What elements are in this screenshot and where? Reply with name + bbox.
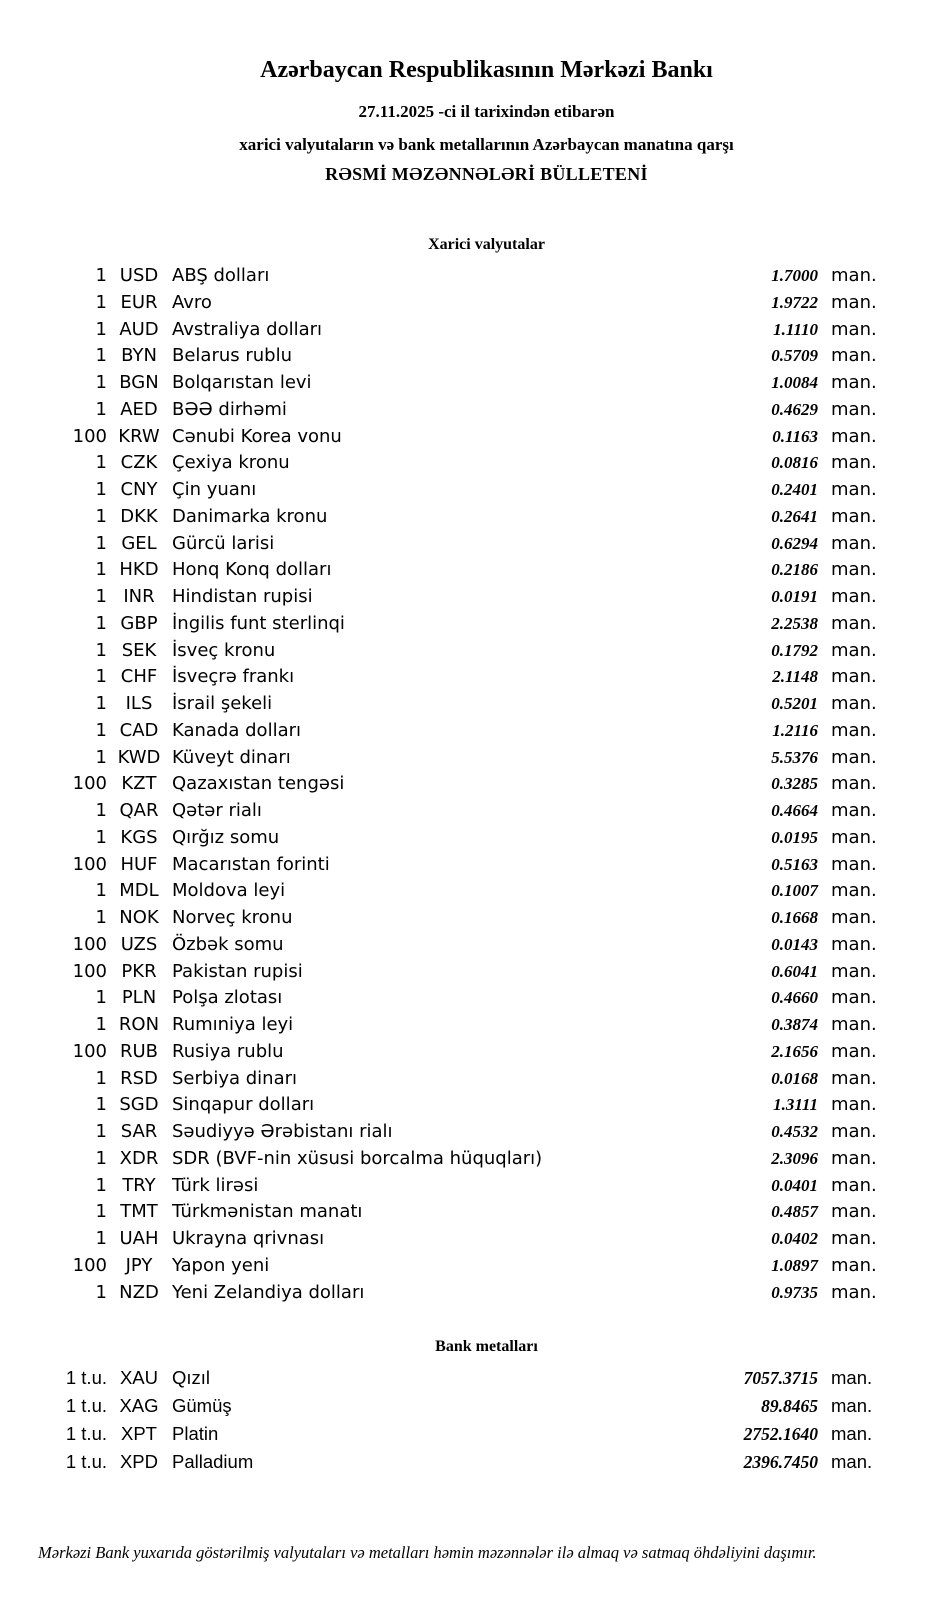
rate-quantity: 1 xyxy=(95,505,107,527)
unit-label: man. xyxy=(831,880,877,902)
rate-value: 1.3111 xyxy=(773,1095,818,1115)
rate-row xyxy=(0,397,951,424)
currency-name: Çexiya kronu xyxy=(172,452,290,474)
currency-code: XPT xyxy=(121,1423,157,1444)
rate-row xyxy=(0,557,951,584)
currency-name: Palladium xyxy=(172,1451,254,1472)
rate-quantity: 1 xyxy=(95,1228,107,1249)
rate-row xyxy=(0,959,951,986)
rate-row xyxy=(0,611,951,638)
rate-quantity: 100 xyxy=(72,773,107,795)
currency-code: CZK xyxy=(120,452,158,474)
currency-code: UAH xyxy=(119,1228,159,1249)
unit-label: man. xyxy=(831,479,877,500)
rate-quantity: 1 xyxy=(95,559,107,581)
rate-row xyxy=(0,745,951,772)
rate-row xyxy=(0,1146,951,1173)
rate-value: 2752.1640 xyxy=(743,1424,818,1444)
currency-code: MDL xyxy=(119,880,159,902)
unit-label: man. xyxy=(831,800,877,821)
rate-quantity: 1 xyxy=(95,612,107,634)
currency-code: ILS xyxy=(125,693,153,714)
currency-name: Honq Konq dolları xyxy=(172,559,332,581)
rate-value: 0.1163 xyxy=(772,426,818,446)
currency-name: Avstraliya dolları xyxy=(172,318,323,340)
currency-name: Qətər rialı xyxy=(172,800,262,821)
rate-quantity: 1 xyxy=(95,345,107,367)
rate-value: 0.0143 xyxy=(771,934,818,954)
rate-value: 0.5709 xyxy=(771,346,818,366)
rate-quantity: 1 xyxy=(95,398,107,420)
rate-quantity: 1 xyxy=(95,1281,107,1303)
rate-quantity: 100 xyxy=(72,425,107,447)
currency-code: CAD xyxy=(119,719,159,741)
rate-value: 0.4629 xyxy=(771,399,818,419)
rate-row xyxy=(0,370,951,397)
rate-quantity: 1 xyxy=(95,1147,107,1169)
currency-code: BGN xyxy=(119,372,159,393)
currency-name: Özbək somu xyxy=(172,933,284,955)
rate-quantity: 1 xyxy=(95,1201,107,1223)
currency-code: HKD xyxy=(119,559,159,581)
rate-row xyxy=(0,1226,951,1253)
currency-rate-table xyxy=(0,263,951,1306)
rate-quantity: 1 xyxy=(95,639,107,661)
rate-value: 2396.7450 xyxy=(743,1452,818,1472)
unit-label: man. xyxy=(831,559,877,581)
currency-code: BYN xyxy=(121,345,157,367)
rate-quantity: 1 xyxy=(95,987,107,1009)
rate-quantity: 100 xyxy=(72,1254,107,1276)
rate-value: 0.2401 xyxy=(771,480,818,499)
rate-value: 0.3874 xyxy=(771,1015,818,1034)
currency-code: RSD xyxy=(120,1067,158,1089)
currency-code: XDR xyxy=(119,1147,159,1169)
unit-label: man. xyxy=(831,693,877,714)
rate-quantity: 100 xyxy=(72,960,107,982)
rate-row xyxy=(0,531,951,558)
currency-code: XPD xyxy=(119,1451,159,1472)
unit-label: man. xyxy=(831,933,877,955)
unit-label: man. xyxy=(831,1174,877,1196)
rate-value: 89.8465 xyxy=(761,1396,818,1416)
currency-code: NOK xyxy=(119,907,159,928)
currency-code: TRY xyxy=(122,1174,156,1196)
rate-quantity: 1 xyxy=(95,746,107,768)
currency-code: GEL xyxy=(121,532,157,554)
unit-label: man. xyxy=(831,1094,877,1116)
unit-label: man. xyxy=(831,586,877,607)
rate-row xyxy=(0,691,951,718)
currency-code: GBP xyxy=(120,612,158,634)
rate-row xyxy=(0,905,951,932)
effective-date-line: 27.11.2025 -ci il tarixindən etibarən xyxy=(358,102,615,121)
currency-name: Sinqapur dolları xyxy=(172,1094,315,1116)
rate-quantity: 100 xyxy=(72,853,107,875)
rate-row xyxy=(0,771,951,798)
unit-label: man. xyxy=(831,746,877,768)
rate-row xyxy=(0,477,951,504)
currency-name: BƏƏ dirhəmi xyxy=(172,398,287,420)
rate-value: 1.2116 xyxy=(772,720,818,740)
unit-label: man. xyxy=(831,1014,877,1035)
rate-row xyxy=(0,1448,951,1476)
currency-name: Kanada dolları xyxy=(172,719,302,741)
rate-value: 0.1792 xyxy=(771,640,818,660)
rate-quantity: 100 xyxy=(72,933,107,955)
rate-row xyxy=(0,504,951,531)
rate-quantity: 1 t.u. xyxy=(65,1451,107,1472)
currency-code: RON xyxy=(118,1014,160,1035)
unit-label: man. xyxy=(831,1201,877,1223)
currency-code: CHF xyxy=(120,666,158,688)
currency-code: SEK xyxy=(121,639,157,661)
currency-code: KWD xyxy=(117,746,161,768)
currency-name: Norveç kronu xyxy=(172,907,293,928)
rate-quantity: 1 xyxy=(95,318,107,340)
unit-label: man. xyxy=(831,1067,877,1089)
unit-label: man. xyxy=(831,345,877,367)
rate-value: 0.5201 xyxy=(771,694,818,713)
currency-code: HUF xyxy=(120,853,158,875)
rate-row xyxy=(0,424,951,451)
currency-name: İsveç kronu xyxy=(172,639,276,661)
unit-label: man. xyxy=(831,907,877,928)
rate-value: 0.4664 xyxy=(771,801,818,820)
currency-code: SGD xyxy=(119,1094,159,1116)
rate-quantity: 1 xyxy=(95,880,107,902)
rate-row xyxy=(0,1280,951,1307)
currency-code: SAR xyxy=(120,1121,158,1142)
rate-row xyxy=(0,450,951,477)
rate-row xyxy=(0,1253,951,1280)
rate-value: 0.2641 xyxy=(771,506,818,526)
rate-row xyxy=(0,985,951,1012)
rate-row xyxy=(0,1420,951,1448)
rate-row xyxy=(0,1173,951,1200)
rate-row xyxy=(0,343,951,370)
rate-value: 1.0084 xyxy=(771,373,818,392)
currency-name: Qazaxıstan tengəsi xyxy=(172,773,345,795)
unit-label: man. xyxy=(831,265,877,286)
rate-row xyxy=(0,798,951,825)
currency-name: Rusiya rublu xyxy=(172,1040,284,1062)
currency-name: Polşa zlotası xyxy=(172,987,283,1009)
rate-quantity: 1 t.u. xyxy=(65,1367,107,1388)
currency-name: İsrail şekeli xyxy=(172,693,273,714)
rate-value: 2.2538 xyxy=(771,613,818,633)
rate-value: 0.0816 xyxy=(771,453,818,473)
unit-label: man. xyxy=(831,1423,873,1444)
rate-quantity: 1 xyxy=(95,479,107,500)
rate-row xyxy=(0,638,951,665)
rate-value: 0.4857 xyxy=(771,1202,818,1222)
currency-name: Türk lirəsi xyxy=(172,1174,259,1196)
currency-name: Qırğız somu xyxy=(172,826,280,848)
rate-value: 1.1110 xyxy=(773,319,818,339)
rate-value: 1.0897 xyxy=(771,1255,818,1275)
currency-name: Bolqarıstan levi xyxy=(172,372,312,393)
unit-label: man. xyxy=(831,1451,873,1472)
currency-name: Səudiyyə Ərəbistanı rialı xyxy=(172,1121,393,1142)
currency-code: RUB xyxy=(119,1040,159,1062)
currency-name: Serbiya dinarı xyxy=(172,1067,297,1089)
unit-label: man. xyxy=(831,372,877,393)
currency-name: Türkmənistan manatı xyxy=(172,1201,363,1223)
rate-value: 2.1656 xyxy=(771,1041,818,1061)
unit-label: man. xyxy=(831,773,877,795)
currency-code: KGS xyxy=(120,826,158,848)
currency-name: Cənubi Korea vonu xyxy=(172,425,342,447)
rate-value: 0.9735 xyxy=(771,1282,818,1302)
rate-value: 0.1668 xyxy=(771,908,818,927)
disclaimer-text: Mərkəzi Bank yuxarıda göstərilmiş valyutaları və metalları həmin məzənnələr ilə almaq və satmaq öhdəliyini daşımır. xyxy=(38,1543,817,1562)
rate-value: 0.0168 xyxy=(771,1068,818,1088)
currency-code: TMT xyxy=(120,1201,158,1223)
currency-name: Avro xyxy=(172,291,212,313)
rate-quantity: 1 xyxy=(95,452,107,474)
unit-label: man. xyxy=(831,1395,873,1416)
unit-label: man. xyxy=(831,505,877,527)
rate-row xyxy=(0,1119,951,1146)
rate-row xyxy=(0,878,951,905)
rate-quantity: 1 xyxy=(95,586,107,607)
unit-label: man. xyxy=(831,425,877,447)
rate-row xyxy=(0,290,951,317)
rate-quantity: 1 xyxy=(95,265,107,286)
currency-code: KZT xyxy=(121,773,157,795)
currency-name: Pakistan rupisi xyxy=(172,960,303,982)
bank-title: Azərbaycan Respublikasının Mərkəzi Bankı xyxy=(260,57,713,83)
unit-label: man. xyxy=(831,639,877,661)
rate-value: 0.0191 xyxy=(771,587,818,606)
rate-value: 1.9722 xyxy=(771,292,818,312)
rate-quantity: 1 xyxy=(95,719,107,741)
rate-quantity: 1 xyxy=(95,1174,107,1196)
rate-value: 0.0402 xyxy=(771,1229,818,1248)
currency-name: Küveyt dinarı xyxy=(172,746,291,768)
unit-label: man. xyxy=(831,398,877,420)
rate-value: 0.0195 xyxy=(771,827,818,847)
currency-name: Qızıl xyxy=(172,1367,211,1388)
currency-name: Ukrayna qrivnası xyxy=(172,1228,325,1249)
currency-name: Belarus rublu xyxy=(172,345,293,367)
unit-label: man. xyxy=(831,666,877,688)
metal-rate-table xyxy=(0,1364,951,1476)
rate-value: 2.3096 xyxy=(771,1148,818,1168)
unit-label: man. xyxy=(831,1367,873,1388)
rate-value: 0.6041 xyxy=(771,961,818,981)
currency-code: XAG xyxy=(119,1395,159,1416)
rate-quantity: 100 xyxy=(72,1040,107,1062)
rate-quantity: 1 xyxy=(95,1067,107,1089)
rate-row xyxy=(0,1039,951,1066)
rate-value: 7057.3715 xyxy=(743,1368,818,1388)
currency-code: XAU xyxy=(119,1367,159,1388)
currency-code: EUR xyxy=(120,291,158,313)
rate-value: 5.5376 xyxy=(771,747,818,767)
currency-name: ABŞ dolları xyxy=(172,265,270,286)
rate-row xyxy=(0,1012,951,1039)
currency-code: PLN xyxy=(121,987,157,1009)
currency-name: Macarıstan forinti xyxy=(172,853,330,875)
unit-label: man. xyxy=(831,612,877,634)
rate-quantity: 1 xyxy=(95,1121,107,1142)
rate-quantity: 1 xyxy=(95,1094,107,1116)
rate-row xyxy=(0,317,951,344)
currency-name: Rumıniya leyi xyxy=(172,1014,294,1035)
currencies-section-title: Xarici valyutalar xyxy=(428,236,545,253)
rate-row xyxy=(0,1199,951,1226)
currency-code: KRW xyxy=(118,425,160,447)
currency-code: CNY xyxy=(120,479,158,500)
rate-row xyxy=(0,263,951,290)
rate-row xyxy=(0,1066,951,1093)
unit-label: man. xyxy=(831,291,877,313)
rate-row xyxy=(0,584,951,611)
currency-code: DKK xyxy=(120,505,158,527)
rate-row xyxy=(0,1364,951,1392)
rate-quantity: 1 xyxy=(95,907,107,928)
rate-value: 2.1148 xyxy=(772,667,818,687)
currency-code: JPY xyxy=(125,1254,153,1276)
currency-name: Moldova leyi xyxy=(172,880,286,902)
unit-label: man. xyxy=(831,1228,877,1249)
unit-label: man. xyxy=(831,532,877,554)
currency-code: INR xyxy=(123,586,155,607)
rate-row xyxy=(0,852,951,879)
currency-name: Yapon yeni xyxy=(172,1254,270,1276)
currency-name: Gümüş xyxy=(172,1395,232,1416)
currency-code: PKR xyxy=(121,960,157,982)
rate-value: 0.0401 xyxy=(771,1175,818,1195)
rate-value: 0.6294 xyxy=(771,533,818,553)
rate-row xyxy=(0,825,951,852)
rate-quantity: 1 xyxy=(95,532,107,554)
unit-label: man. xyxy=(831,1121,877,1142)
bulletin-title: RƏSMİ MƏZƏNNƏLƏRİ BÜLLETENİ xyxy=(325,164,648,184)
rate-row xyxy=(0,1092,951,1119)
metals-section-title: Bank metalları xyxy=(435,1338,538,1355)
unit-label: man. xyxy=(831,853,877,875)
rate-quantity: 1 xyxy=(95,666,107,688)
rate-row xyxy=(0,932,951,959)
currency-code: QAR xyxy=(119,800,159,821)
unit-label: man. xyxy=(831,960,877,982)
currency-name: SDR (BVF-nin xüsusi borcalma hüquqları) xyxy=(172,1147,543,1169)
currency-name: Danimarka kronu xyxy=(172,505,328,527)
unit-label: man. xyxy=(831,719,877,741)
currency-name: İngilis funt sterlinqi xyxy=(172,612,345,634)
rate-value: 0.4660 xyxy=(771,988,818,1008)
currency-name: Platin xyxy=(172,1423,219,1444)
unit-label: man. xyxy=(831,1254,877,1276)
rate-value: 0.4532 xyxy=(771,1122,818,1141)
unit-label: man. xyxy=(831,1040,877,1062)
currency-name: Gürcü larisi xyxy=(172,532,275,554)
rate-value: 0.2186 xyxy=(771,560,818,580)
rate-value: 0.3285 xyxy=(771,774,818,794)
unit-label: man. xyxy=(831,318,877,340)
rate-value: 0.1007 xyxy=(771,881,818,901)
currency-name: İsveçrə frankı xyxy=(172,666,295,688)
unit-label: man. xyxy=(831,987,877,1009)
subject-line: xarici valyutaların və bank metallarının Azərbaycan manatına qarşı xyxy=(239,135,734,154)
rate-quantity: 1 xyxy=(95,372,107,393)
unit-label: man. xyxy=(831,1147,877,1169)
currency-code: AED xyxy=(120,398,158,420)
rate-row xyxy=(0,718,951,745)
rate-value: 0.5163 xyxy=(771,854,818,874)
currency-name: Yeni Zelandiya dolları xyxy=(172,1281,365,1303)
currency-code: NZD xyxy=(119,1281,159,1303)
rate-row xyxy=(0,664,951,691)
rate-quantity: 1 t.u. xyxy=(65,1423,107,1444)
rate-quantity: 1 xyxy=(95,826,107,848)
unit-label: man. xyxy=(831,826,877,848)
currency-code: UZS xyxy=(120,933,158,955)
rate-quantity: 1 xyxy=(95,693,107,714)
rate-quantity: 1 xyxy=(95,291,107,313)
rate-quantity: 1 xyxy=(95,1014,107,1035)
currency-code: USD xyxy=(119,265,159,286)
unit-label: man. xyxy=(831,452,877,474)
unit-label: man. xyxy=(831,1281,877,1303)
currency-name: Hindistan rupisi xyxy=(172,586,313,607)
rate-quantity: 1 t.u. xyxy=(65,1395,107,1416)
rate-quantity: 1 xyxy=(95,800,107,821)
rate-value: 1.7000 xyxy=(771,266,818,285)
currency-code: AUD xyxy=(119,318,159,340)
rate-row xyxy=(0,1392,951,1420)
currency-name: Çin yuanı xyxy=(172,479,257,500)
